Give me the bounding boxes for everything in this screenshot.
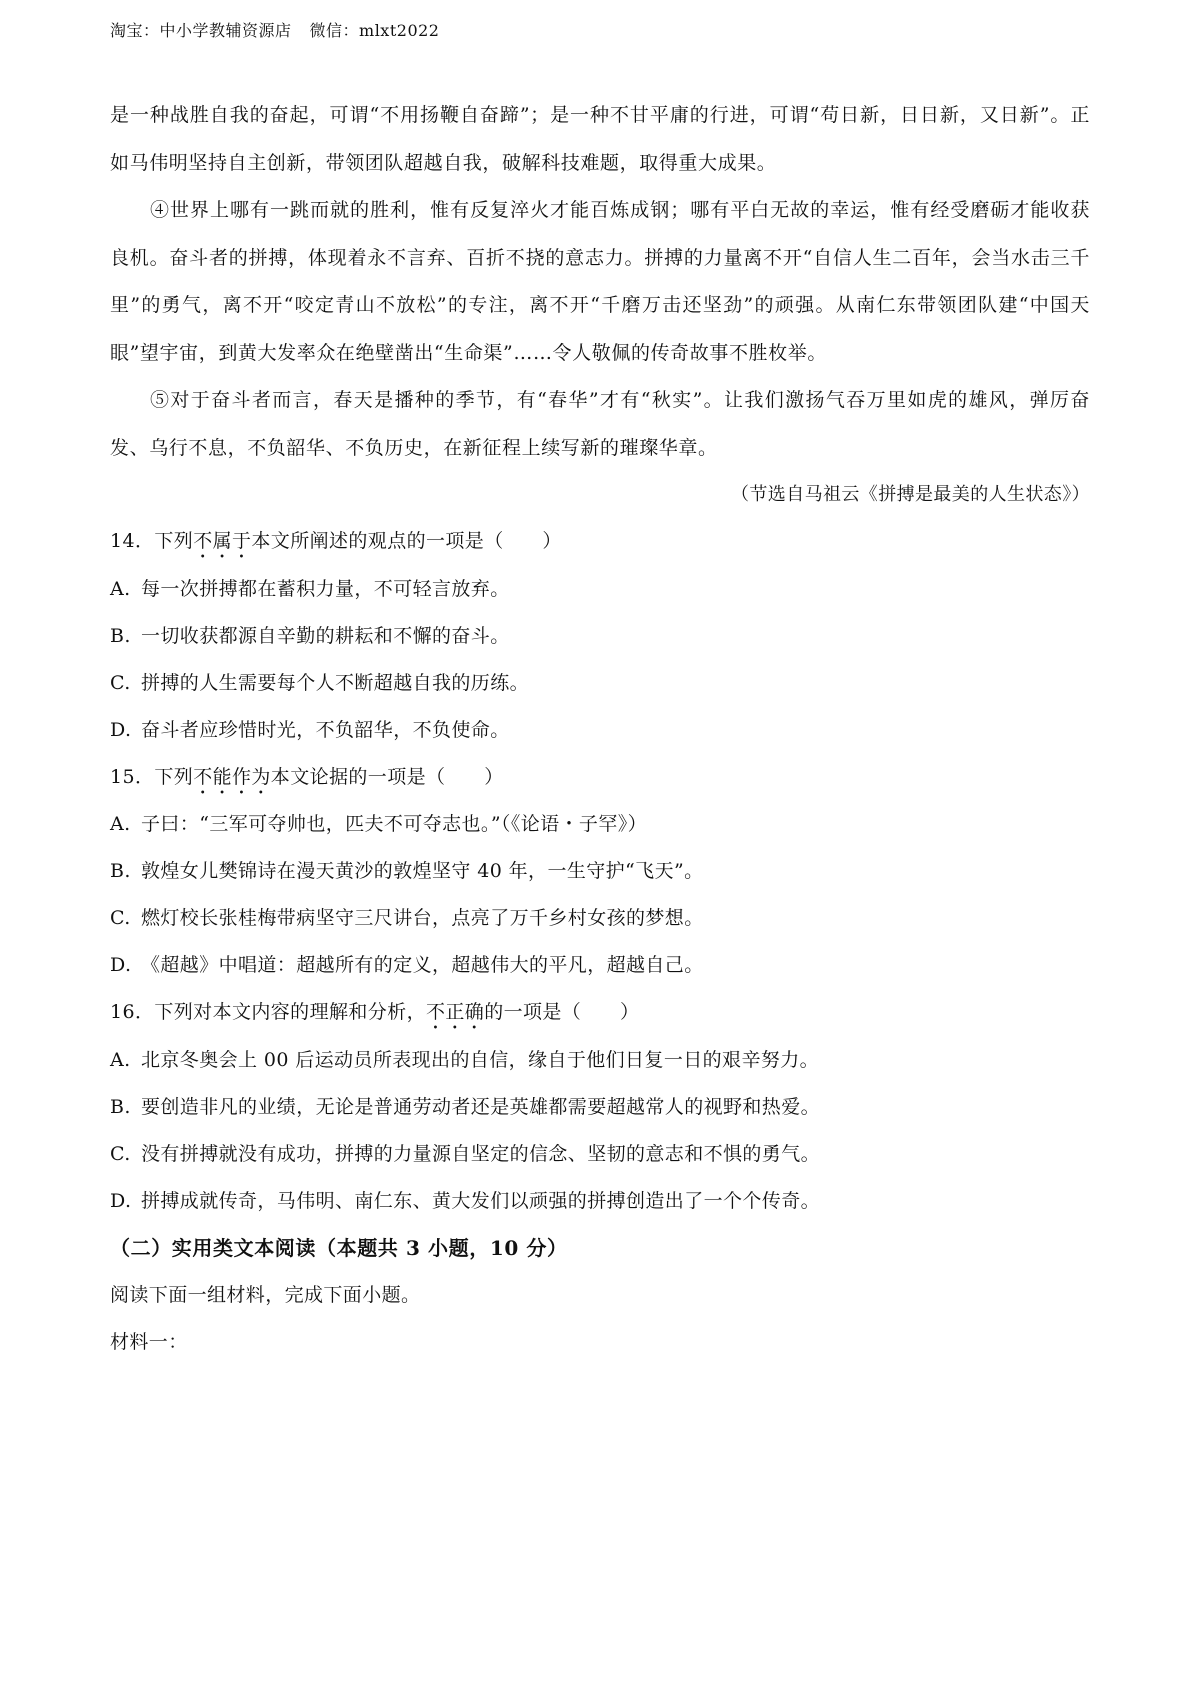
question-16-option-c	[110, 1131, 1090, 1178]
question-16-option-d	[110, 1178, 1090, 1225]
option-text: 拼搏成就传奇，马伟明、南仁东、黄大发们以顽强的拼搏创造出了一个个传奇。	[141, 1189, 821, 1212]
option-text: 拼搏的人生需要每个人不断超越自我的历练。	[141, 671, 530, 694]
question-14-option-b	[110, 613, 1090, 660]
question-16-option-a	[110, 1037, 1090, 1084]
option-letter: C.	[110, 671, 131, 694]
passage-source: （节选自马祖云《拼搏是最美的人生状态》）	[731, 484, 1090, 505]
question-16-suffix: 的一项是（ ）	[484, 1001, 640, 1023]
option-letter: C.	[110, 907, 131, 929]
question-16-stem	[110, 989, 1090, 1037]
shop-label: 淘宝：中小学教辅资源店	[110, 21, 292, 40]
question-15-option-c	[110, 895, 1090, 942]
option-text: 子曰：“三军可夺帅也，匹夫不可夺志也。”（《论语・子罕》）	[141, 813, 648, 835]
paragraph-5: ⑤对于奋斗者而言，春天是播种的季节，有“春华”才有“秋实”。让我们激扬气吞万里如虎的雄风，弹厉奋发、乌行不息，不负韶华、不负历史，在新征程上续写新的璀璨华章。	[110, 389, 1090, 459]
option-letter: B.	[110, 1095, 131, 1118]
option-letter: B.	[110, 624, 131, 647]
option-letter: A.	[110, 577, 131, 600]
paragraph-3-tail: 是一种战胜自我的奋起，可谓“不用扬鞭自奋蹄”；是一种不甘平庸的行进，可谓“苟日新，日日新，又日新”。正如马伟明坚持自主创新，带领团队超越自我，破解科技难题，取得重大成果。	[110, 104, 1090, 174]
option-text: 敦煌女儿樊锦诗在漫天黄沙的敦煌坚守 40 年，一生守护“飞天”。	[141, 860, 704, 882]
option-text: 奋斗者应珍惜时光，不负韶华，不负使命。	[141, 718, 510, 741]
option-text: 没有拼搏就没有成功，拼搏的力量源自坚定的信念、坚韧的意志和不惧的勇气。	[141, 1142, 821, 1165]
option-letter: D.	[110, 1189, 132, 1212]
option-letter: D.	[110, 718, 132, 741]
question-15-option-a	[110, 801, 1090, 848]
question-14-stem	[110, 518, 1090, 566]
question-14-option-d	[110, 707, 1090, 754]
question-15-stem	[110, 754, 1090, 802]
question-15-emphasis: 不能作为	[193, 765, 271, 788]
question-15-prefix: 15．下列	[110, 765, 194, 788]
option-text: 要创造非凡的业绩，无论是普通劳动者还是英雄都需要超越常人的视野和热爱。	[141, 1095, 821, 1118]
option-text: 每一次拼搏都在蓄积力量，不可轻言放弃。	[141, 577, 510, 600]
question-16-option-b	[110, 1084, 1090, 1131]
material-1-label: 材料一：	[110, 1330, 188, 1353]
question-16-prefix: 16．下列对本文内容的理解和分析，	[110, 1001, 426, 1023]
option-text: 一切收获都源自辛勤的耕耘和不懈的奋斗。	[141, 624, 510, 647]
question-15-option-b	[110, 848, 1090, 895]
question-14-option-c	[110, 660, 1090, 707]
option-text: 燃灯校长张桂梅带病坚守三尺讲台，点亮了万千乡村女孩的梦想。	[141, 907, 704, 929]
wechat-label: 微信：mlxt2022	[309, 21, 440, 40]
question-15-suffix: 本文论据的一项是（ ）	[270, 765, 504, 788]
option-text: 北京冬奥会上 00 后运动员所表现出的自信，缘自于他们日复一日的艰辛努力。	[141, 1048, 820, 1071]
paragraph-4: ④世界上哪有一跳而就的胜利，惟有反复淬火才能百炼成钢；哪有平白无故的幸运，惟有经受磨砺才能收获良机。奋斗者的拼搏，体现着永不言弃、百折不挠的意志力。拼搏的力量离不开“自信人生二百年，会当水击三千里”的勇气，离不开“咬定青山不放松”的专注，离不开“千磨万击还坚劲”的顽强。从南仁东带领团队建“中国天眼”望宇宙，到黄大发率众在绝壁凿出“生命渠”……令人敬佩的传奇故事不胜枚举。	[110, 199, 1090, 364]
section-2-instruction: 阅读下面一组材料，完成下面小题。	[110, 1283, 421, 1306]
question-14-prefix: 14．下列	[110, 530, 194, 552]
question-14-option-a	[110, 566, 1090, 613]
option-letter: C.	[110, 1142, 131, 1165]
question-14-suffix: 本文所阐述的观点的一项是（ ）	[251, 530, 562, 552]
option-letter: A.	[110, 813, 131, 835]
option-letter: B.	[110, 860, 131, 882]
question-14-emphasis: 不属于	[193, 530, 252, 552]
question-15-option-d	[110, 942, 1090, 989]
page-header	[110, 18, 439, 41]
document-body	[110, 92, 1090, 1366]
question-16-emphasis: 不正确	[425, 1001, 485, 1023]
option-letter: A.	[110, 1048, 131, 1071]
option-text: 《超越》中唱道：超越所有的定义，超越伟大的平凡，超越自己。	[141, 954, 704, 976]
option-letter: D.	[110, 954, 132, 976]
section-2-title: （二）实用类文本阅读（本题共 3 小题，10 分）	[110, 1235, 568, 1260]
